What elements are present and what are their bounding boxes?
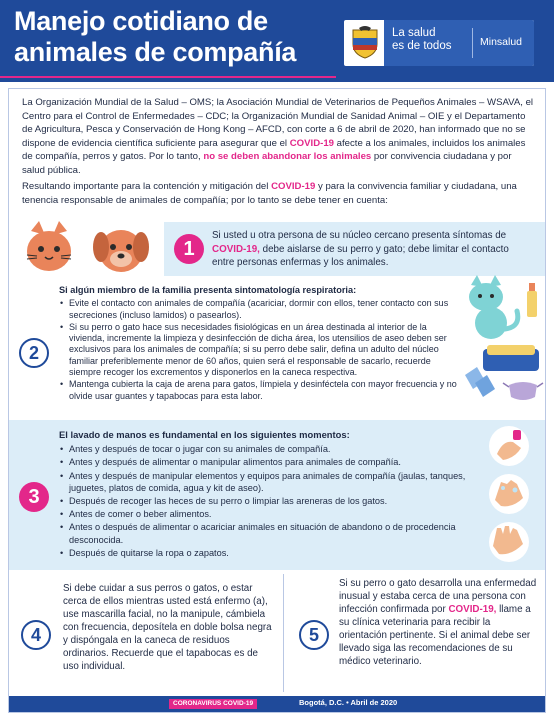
brand-banner xyxy=(384,20,534,66)
intro-p2-text-1: Resultando importante para la contención y mitigación del xyxy=(22,181,272,192)
section-5-text-2: llame a su clínica veterinaria para recibir la orientación pertinente. Si el animal debe ser llevado siga las recomendaciones de su médico veterinario. xyxy=(339,604,531,667)
ministry-name: Minsalud xyxy=(480,36,523,48)
page-footer xyxy=(9,696,545,712)
intro-p2-covid: COVID-19 xyxy=(271,181,316,192)
soap-hands-icon xyxy=(489,426,529,466)
list-item: • Antes o después de alimentar o acariciar animales en situación de abandono o de procedencia desconocida. xyxy=(59,521,474,545)
section-5-covid: COVID-19, xyxy=(448,604,497,615)
litter-box-icon xyxy=(483,345,539,371)
section-1-covid: COVID-19, xyxy=(212,243,260,255)
list-item: • Mantenga cubierta la caja de arena para gatos, límpiela y desinféctela con mayor frecuencia y no olvide usar guantes y tapabocas para esta labor. xyxy=(59,379,464,402)
rinsing-hands-icon xyxy=(489,522,529,562)
section-divider xyxy=(283,574,284,692)
brand-logo xyxy=(344,20,534,66)
sections-4-5 xyxy=(9,572,545,694)
cat-illustration-icon xyxy=(469,275,518,339)
section-2-number: 2 xyxy=(19,338,49,368)
section-5-text xyxy=(339,577,539,668)
list-item: • Después de quitarse la ropa o zapatos. xyxy=(59,547,474,559)
intro-p1-text-1: La Organización Mundial de la Salud – OMS; la Asociación Mundial de Veterinarios de Pequeños Animales – WSAVA, el Centro para el Control de Enfermedades – CDC; la Organización Mundial de Sanidad Animal – OIE y el Departamento de Agricultura, Pesca y Conservación de Hong Kong – AFCD, con corte a 6 de abril de 2020, han informado que no se dispone de evidencia científica suficiente para asegurar que el xyxy=(22,97,534,149)
list-item: • Si su perro o gato hace sus necesidades fisiológicas en un área destinada al interior de la vivienda, incremente la limpieza y desinfección de dicha área, los utensilios de aseo deben ser exclusivos para los animales de compañía; si su perro debe salir, defina un adulto del núcleo familiar preferiblemente menor de 60 años, quien será el responsable de sacarlo, recuerde siempre recoger los excrementos y disponerlos en la caneca respectiva. xyxy=(59,322,464,378)
list-item: • Evite el contacto con animales de compañía (acariciar, dormir con ellos, tener contacto con sus secreciones (incluso lamidos) o pasearlos). xyxy=(59,298,464,321)
intro-p2-text-2: y para la convivencia familiar y ciudadana, una tenencia responsable de animales de compañía; por lo tanto se debe tener en cuenta: xyxy=(22,181,517,206)
section-1-number: 1 xyxy=(174,234,204,264)
section-1-text-1: Si usted u otra persona de su núcleo cercano presenta síntomas de xyxy=(212,230,507,241)
list-item: • Antes y después de alimentar o manipular alimentos para animales de compañía. xyxy=(59,456,474,468)
brand-slogan-line-2: es de todos xyxy=(392,40,452,52)
section-1-text-2: debe aislarse de su perro y gato; debe limitar el contacto entre personas enfermas y los animales. xyxy=(212,243,509,268)
footer-date: Bogotá, D.C. • Abril de 2020 xyxy=(299,698,398,707)
page-header xyxy=(0,0,554,82)
page-title xyxy=(14,6,334,68)
intro-p1-covid: COVID-19 xyxy=(289,137,334,149)
pet-faces xyxy=(9,215,169,281)
intro-p1-highlight: no se deben abandonar los animales xyxy=(203,151,372,162)
intro-paragraph-2 xyxy=(22,180,536,207)
title-line-2: animales de compañía xyxy=(14,37,297,67)
pets-illustration xyxy=(9,215,169,281)
section-2-heading: Si algún miembro de la familia presenta sintomatología respiratoria: xyxy=(59,285,357,295)
brand-slogan xyxy=(392,27,451,53)
handwashing-illustration xyxy=(479,424,539,566)
dog-face-icon xyxy=(93,230,149,272)
brand-slogan-line-1: La salud xyxy=(392,27,436,39)
title-line-1: Manejo cotidiano de xyxy=(14,6,268,36)
section-3-number: 3 xyxy=(19,482,49,512)
brand-separator xyxy=(472,28,473,58)
intro-p1-text-2: afecte a los animales, incluidos los animales de compañía, perros y gatos. Por lo tanto, xyxy=(22,137,526,162)
title-underline xyxy=(0,76,336,78)
section-2-content xyxy=(59,285,464,403)
coronavirus-badge: CORONAVIRUS COVID-19 xyxy=(169,699,257,709)
section-3-heading: El lavado de manos es fundamental en los siguientes momentos: xyxy=(59,429,350,440)
section-3 xyxy=(9,420,545,570)
section-2 xyxy=(9,283,545,418)
section-4-number: 4 xyxy=(21,620,51,650)
list-item: • Antes y después de tocar o jugar con su animales de compañía. xyxy=(59,443,474,455)
washing-hands-icon xyxy=(489,474,529,514)
cat-care-illustration xyxy=(461,271,545,416)
mask-icon xyxy=(503,382,543,400)
section-1-text xyxy=(212,229,532,270)
spray-bottle-icon xyxy=(527,283,537,317)
list-item: • Antes y después de manipular elementos y equipos para animales de compañía (jaulas, tanques, juguetes, platos de comida, agua y kit de aseo). xyxy=(59,470,474,494)
intro-text xyxy=(22,96,536,210)
list-item: • Después de recoger las heces de su perro o limpiar las areneras de los gatos. xyxy=(59,495,474,507)
section-5-number: 5 xyxy=(299,620,329,650)
section-3-content xyxy=(59,429,474,560)
section-2-list xyxy=(59,298,464,402)
section-4-text: Si debe cuidar a sus perros o gatos, o estar cerca de ellos mientras usted está enfermo (a), use mascarilla facial, no la manipule, cámbiela con frecuencia, deposítela en doble bolsa negra y dispóngala en la caneca de residuos ordinarios. Recuerde que el tapabocas es de uso individual. xyxy=(63,583,272,672)
cat-face-icon xyxy=(27,221,71,271)
colombia-crest-icon xyxy=(350,26,380,60)
intro-paragraph-1 xyxy=(22,96,536,177)
list-item: • Antes de comer o beber alimentos. xyxy=(59,508,474,520)
gloves-icon xyxy=(465,367,495,397)
section-3-list xyxy=(59,443,474,559)
section-5-text-1: Si su perro o gato desarrolla una enfermedad inusual y estaba cerca de una persona con infección confirmada por xyxy=(339,578,537,615)
section-1 xyxy=(164,222,545,276)
intro-p1-text-3: por convivencia ciudadana y por salud pública. xyxy=(22,151,512,176)
